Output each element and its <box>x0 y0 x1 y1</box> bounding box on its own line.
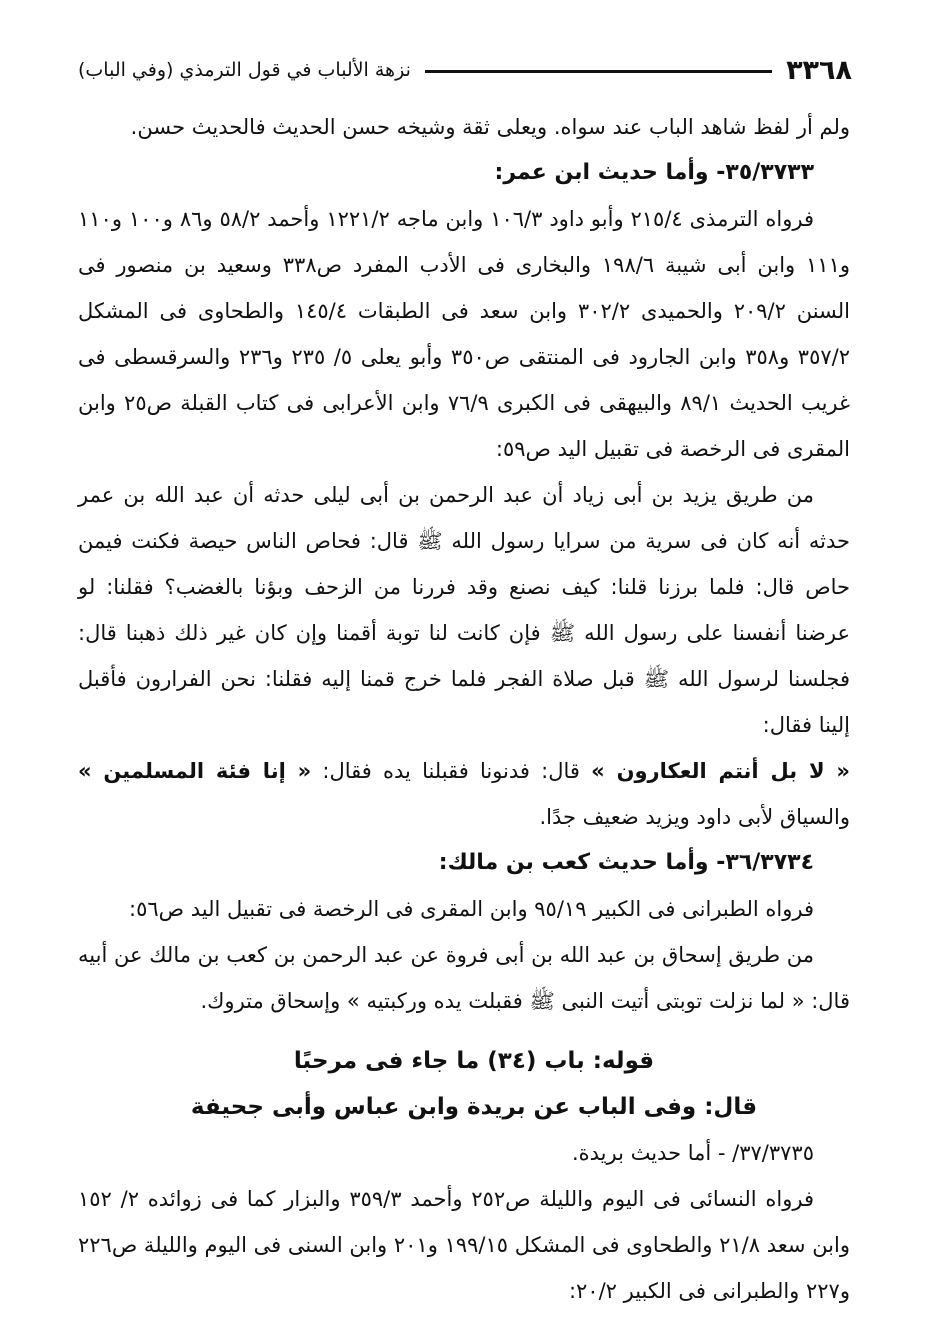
hadith-heading: ٣٦/٣٧٣٤- وأما حديث كعب بن مالك: <box>438 850 814 875</box>
hadith-heading: ٣٥/٣٧٣٣- وأما حديث ابن عمر: <box>494 160 814 185</box>
chapter-subtitle: قال: وفى الباب عن بريدة وابن عباس وأبى جحيفة <box>190 1094 758 1120</box>
running-title: نزهة الألباب في قول الترمذي (وفي الباب) <box>78 59 411 81</box>
quoted-text: « لا بل أنتم العكارون » <box>591 759 850 783</box>
body-paragraph: فرواه النسائى فى اليوم والليلة ص٢٥٢ وأحمد ٣٥٩/٣ والبزار كما فى زوائده ٢/ ١٥٢ وابن سعد ٢١/٨ والطحاوى فى المشكل ١٩٩/١٥ و٢٠١ وابن السنى فى اليوم والليلة ص٢٢٦ و٢٢٧ والطبرانى فى الكبير ٢٠/٢: <box>78 1187 850 1303</box>
body-paragraph: فرواه الطبرانى فى الكبير ٩٥/١٩ وابن المقرى فى الرخصة فى تقبيل اليد ص٥٦: <box>129 897 814 921</box>
body-text: قال: فدنونا فقبلنا يده فقال: <box>311 759 592 783</box>
page-header <box>78 52 852 88</box>
hadith-item: ٣٧/٣٧٣٥/ - أما حديث بريدة. <box>571 1141 814 1165</box>
header-rule <box>425 70 772 73</box>
page-number: ٣٣٦٨ <box>786 54 852 86</box>
body-text: والسياق لأبى داود ويزيد ضعيف جدًا. <box>539 805 850 829</box>
body-paragraph <box>78 748 850 840</box>
quoted-text: « إنا فئة المسلمين » <box>78 759 312 783</box>
body-paragraph: فرواه الترمذى ٢١٥/٤ وأبو داود ١٠٦/٣ وابن ماجه ١٢٢١/٢ وأحمد ٥٨/٢ و٨٦ و١٠٠ و١١٠ و١١١ وابن أبى شيبة ١٩٨/٦ والبخارى فى الأدب المفرد ص٣٣٨ وسعيد بن منصور فى السنن ٢٠٩/٢ والحميدى ٣٠٢/٢ وابن سعد فى الطبقات ١٤٥/٤ والطحاوى فى المشكل ٣٥٧/٢ و٣٥٨ وابن الجارود فى المنتقى ص٣٥٠ وأبو يعلى ٥/ ٢٣٥ و٢٣٦ والسرقسطى فى غريب الحديث ٨٩/١ والبيهقى فى الكبرى ٧٦/٩ وابن الأعرابى فى كتاب القبلة ص٢٥ وابن المقرى فى الرخصة فى تقبيل اليد ص٥٩: <box>78 207 851 461</box>
chapter-title: قوله: باب (٣٤) ما جاء فى مرحبًا <box>293 1048 655 1074</box>
body-paragraph: من طريق إسحاق بن عبد الله بن أبى فروة عن عبد الرحمن بن كعب بن مالك عن أبيه قال: « لما نزلت توبتى أتيت النبى ﷺ فقبلت يده وركبتيه » وإسحاق متروك. <box>78 943 850 1013</box>
body-paragraph: من طريق يزيد بن أبى زياد أن عبد الرحمن بن أبى ليلى حدثه أن عبد الله بن عمر حدثه أنه كان فى سرية من سرايا رسول الله ﷺ قال: فحاص الناس حيصة فكنت فيمن حاص قال: فلما برزنا قلنا: كيف نصنع وقد فررنا من الزحف وبؤنا بالغضب؟ فقلنا: لو عرضنا أنفسنا على رسول الله ﷺ فإن كانت لنا توبة أقمنا وإن كان غير ذلك ذهبنا قال: فجلسنا لرسول الله ﷺ قبل صلاة الفجر فلما خرج قمنا إليه فقلنا: نحن الفرارون فأقبل إلينا فقال: <box>78 483 850 737</box>
body-paragraph: ولم أر لفظ شاهد الباب عند سواه. ويعلى ثقة وشيخه حسن الحديث فالحديث حسن. <box>130 115 850 139</box>
page-body <box>78 104 850 1314</box>
